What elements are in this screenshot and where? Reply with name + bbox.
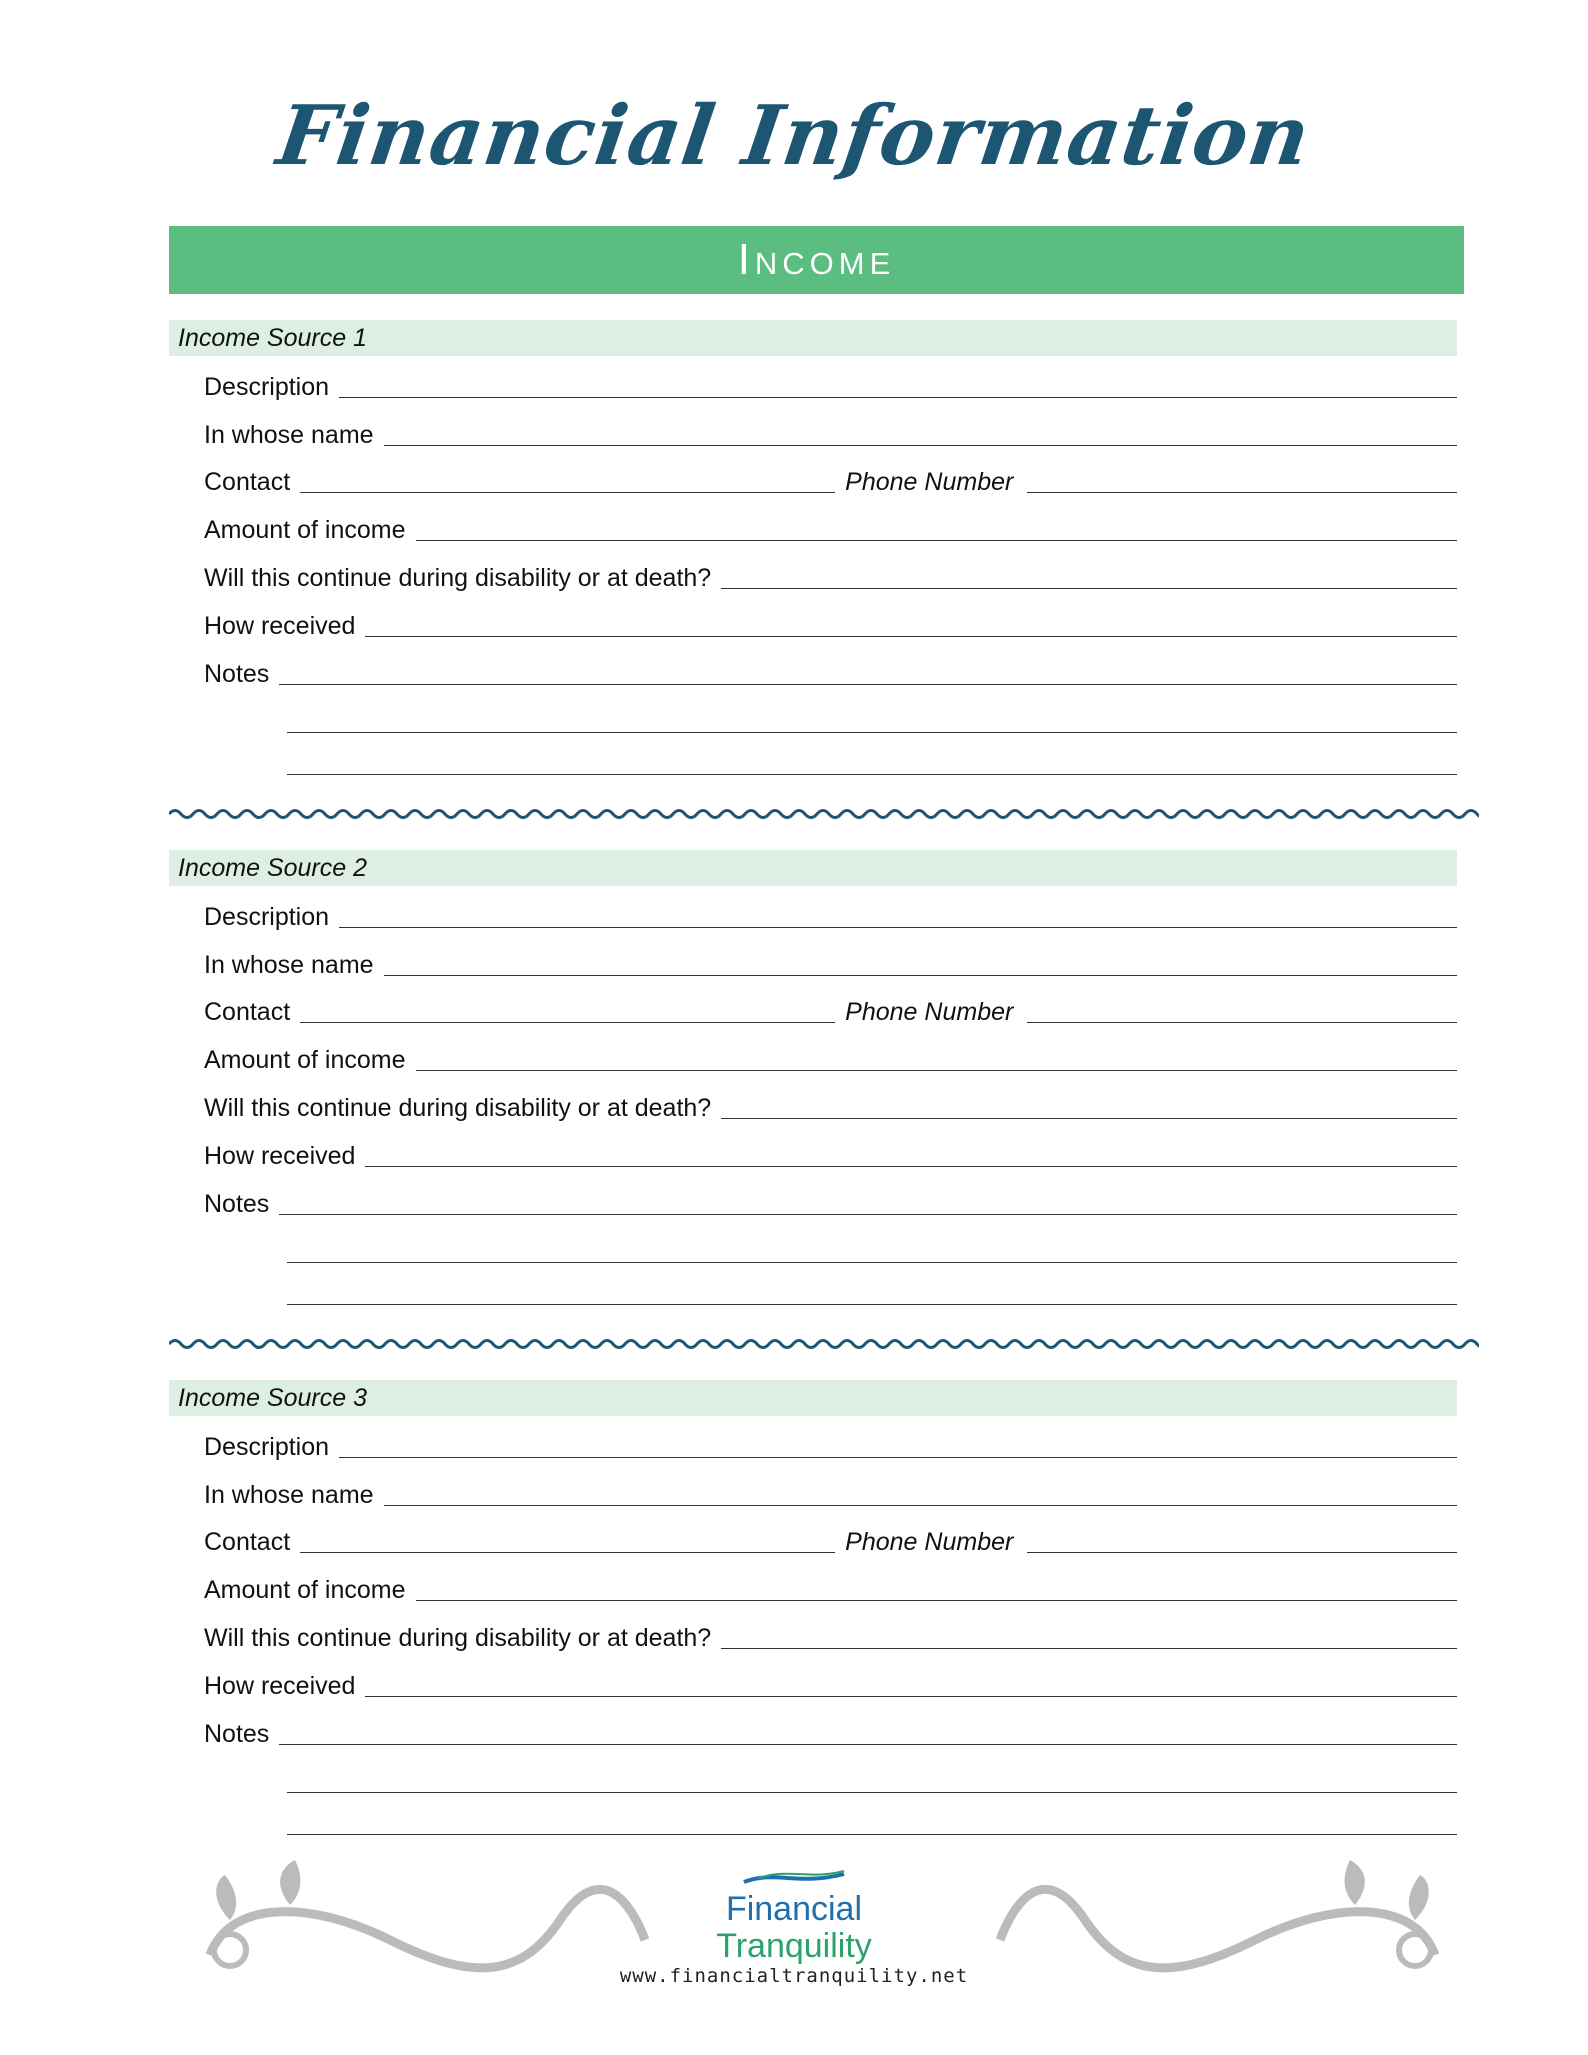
notes-line[interactable] <box>279 1744 1457 1745</box>
how-received-label: How received <box>204 612 356 640</box>
amount-line[interactable] <box>416 540 1458 541</box>
footer-url[interactable]: www.financialtranquility.net <box>619 1965 969 1987</box>
notes-line[interactable] <box>279 1214 1457 1215</box>
notes-line-extra[interactable] <box>287 1262 1457 1263</box>
continue-field[interactable] <box>204 1089 1457 1123</box>
notes-label: Notes <box>204 660 270 688</box>
whose-name-label: In whose name <box>204 951 374 979</box>
continue-field[interactable] <box>204 1619 1457 1653</box>
continue-label: Will this continue during disability or at death? <box>204 1624 712 1652</box>
continue-line[interactable] <box>721 1118 1457 1119</box>
phone-number-line[interactable] <box>1027 492 1457 493</box>
wavy-divider <box>169 1336 1479 1352</box>
wavy-divider <box>169 806 1479 822</box>
notes-label: Notes <box>204 1190 270 1218</box>
continue-line[interactable] <box>721 1648 1457 1649</box>
notes-line-extra[interactable] <box>287 1792 1457 1793</box>
income-source-section <box>169 320 1479 820</box>
amount-label: Amount of income <box>204 516 406 544</box>
phone-number-line[interactable] <box>1027 1552 1457 1553</box>
whose-name-line[interactable] <box>384 1505 1457 1506</box>
amount-label: Amount of income <box>204 1576 406 1604</box>
notes-line-extra[interactable] <box>287 774 1457 775</box>
how-received-label: How received <box>204 1142 356 1170</box>
description-field[interactable] <box>204 898 1457 932</box>
amount-field[interactable] <box>204 1041 1457 1075</box>
phone-number-label: Phone Number <box>845 1528 1014 1556</box>
notes-field[interactable] <box>204 1715 1457 1749</box>
contact-field[interactable] <box>204 463 1457 497</box>
wave-logo-icon <box>739 1870 849 1886</box>
logo-text-tranquility: Tranquility <box>716 1927 872 1965</box>
continue-label: Will this continue during disability or at death? <box>204 1094 712 1122</box>
notes-line[interactable] <box>279 684 1457 685</box>
whose-name-field[interactable] <box>204 416 1457 450</box>
whose-name-line[interactable] <box>384 975 1457 976</box>
whose-name-field[interactable] <box>204 1476 1457 1510</box>
description-field[interactable] <box>204 368 1457 402</box>
contact-line[interactable] <box>300 1552 835 1553</box>
description-label: Description <box>204 1433 330 1461</box>
page-title: Financial Information <box>271 88 1317 184</box>
how-received-field[interactable] <box>204 1137 1457 1171</box>
how-received-label: How received <box>204 1672 356 1700</box>
notes-label: Notes <box>204 1720 270 1748</box>
description-label: Description <box>204 903 330 931</box>
description-line[interactable] <box>339 927 1457 928</box>
notes-field[interactable] <box>204 1185 1457 1219</box>
whose-name-label: In whose name <box>204 1481 374 1509</box>
whose-name-field[interactable] <box>204 946 1457 980</box>
how-received-field[interactable] <box>204 1667 1457 1701</box>
contact-label: Contact <box>204 468 291 496</box>
phone-number-label: Phone Number <box>845 998 1014 1026</box>
contact-label: Contact <box>204 998 291 1026</box>
whose-name-line[interactable] <box>384 445 1457 446</box>
contact-label: Contact <box>204 1528 291 1556</box>
amount-field[interactable] <box>204 511 1457 545</box>
description-line[interactable] <box>339 1457 1457 1458</box>
income-source-heading: Income Source 1 <box>169 320 1457 356</box>
contact-line[interactable] <box>300 492 835 493</box>
income-source-section <box>169 850 1479 1350</box>
continue-line[interactable] <box>721 588 1457 589</box>
amount-line[interactable] <box>416 1070 1458 1071</box>
phone-number-line[interactable] <box>1027 1022 1457 1023</box>
continue-label: Will this continue during disability or at death? <box>204 564 712 592</box>
income-source-heading: Income Source 3 <box>169 1380 1457 1416</box>
notes-line-extra[interactable] <box>287 1834 1457 1835</box>
income-source-section <box>169 1380 1479 1880</box>
how-received-line[interactable] <box>365 1166 1457 1167</box>
description-field[interactable] <box>204 1428 1457 1462</box>
contact-line[interactable] <box>300 1022 835 1023</box>
logo-text-financial: Financial <box>725 1890 863 1928</box>
how-received-field[interactable] <box>204 607 1457 641</box>
phone-number-label: Phone Number <box>845 468 1014 496</box>
footer-logo <box>0 1870 1588 1987</box>
whose-name-label: In whose name <box>204 421 374 449</box>
amount-line[interactable] <box>416 1600 1458 1601</box>
continue-field[interactable] <box>204 559 1457 593</box>
notes-line-extra[interactable] <box>287 732 1457 733</box>
description-label: Description <box>204 373 330 401</box>
income-source-heading: Income Source 2 <box>169 850 1457 886</box>
amount-label: Amount of income <box>204 1046 406 1074</box>
contact-field[interactable] <box>204 993 1457 1027</box>
contact-field[interactable] <box>204 1523 1457 1557</box>
notes-line-extra[interactable] <box>287 1304 1457 1305</box>
notes-field[interactable] <box>204 655 1457 689</box>
description-line[interactable] <box>339 397 1457 398</box>
how-received-line[interactable] <box>365 1696 1457 1697</box>
amount-field[interactable] <box>204 1571 1457 1605</box>
section-band-income: Income <box>169 226 1464 294</box>
how-received-line[interactable] <box>365 636 1457 637</box>
